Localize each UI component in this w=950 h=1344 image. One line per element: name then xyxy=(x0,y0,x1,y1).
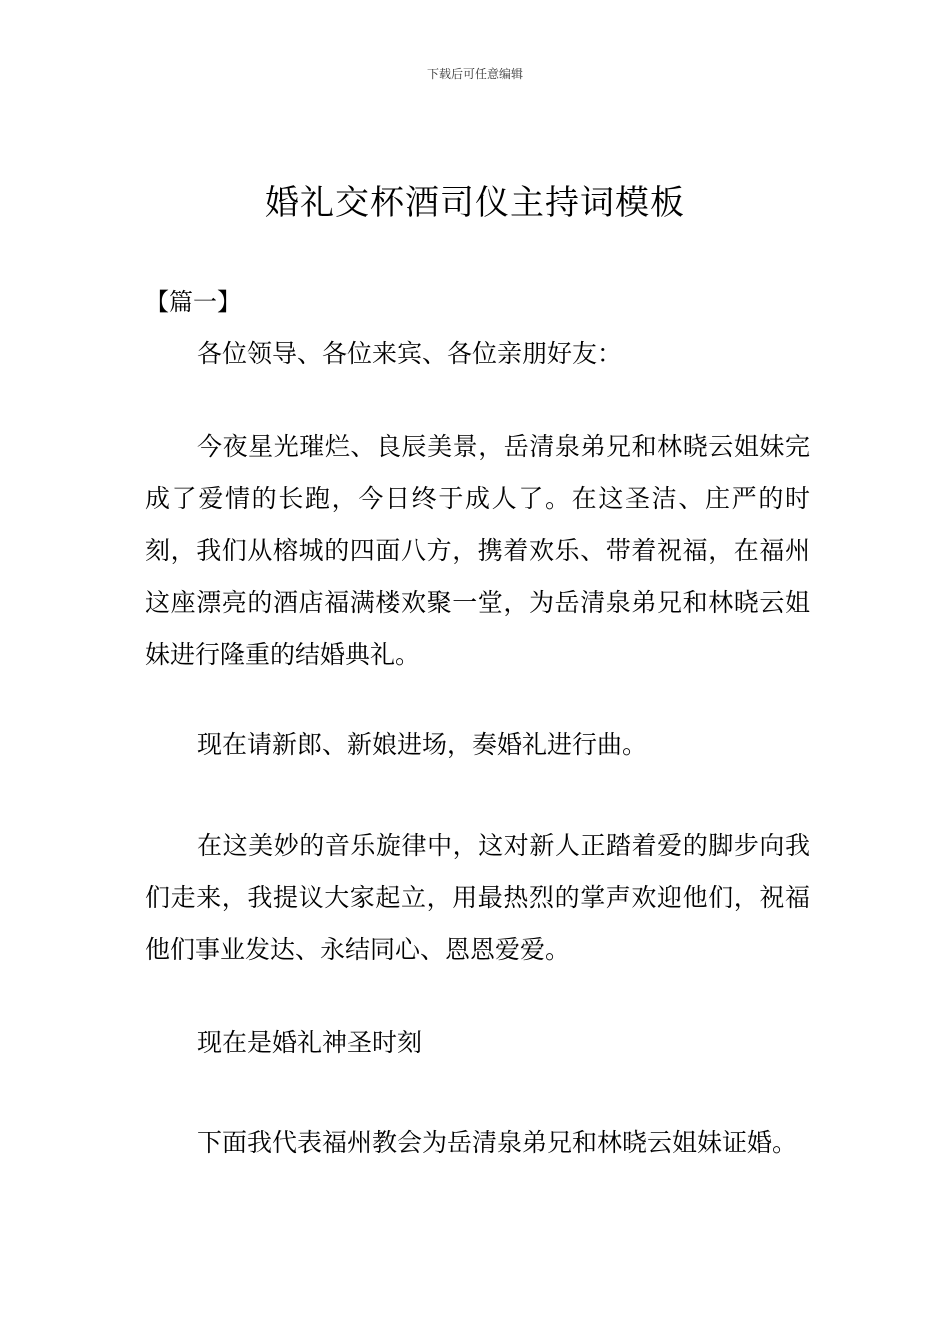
section-label: 【篇一】 xyxy=(145,288,241,316)
paragraph-opening: 今夜星光璀烂、良辰美景，岳清泉弟兄和林晓云姐妹完成了爱情的长跑，今日终于成人了。在这圣洁、庄严的时刻，我们从榕城的四面八方，携着欢乐、带着祝福，在福州这座漂亮的酒店福满楼欢聚一堂，为岳清泉弟兄和林晓云姐妹进行隆重的结婚典礼。 xyxy=(145,432,810,669)
header-note: 下载后可任意编辑 xyxy=(426,67,523,81)
paragraph-entrance: 现在请新郎、新娘进场，奏婚礼进行曲。 xyxy=(197,730,648,759)
paragraph-greeting: 各位领导、各位来宾、各位亲朋好友： xyxy=(197,339,623,368)
document-title: 婚礼交杯酒司仪主持词模板 xyxy=(265,183,685,223)
paragraph-sacred-moment: 现在是婚礼神圣时刻 xyxy=(197,1028,423,1057)
paragraph-welcome: 在这美妙的音乐旋律中，这对新人正踏着爱的脚步向我们走来，我提议大家起立，用最热烈的掌声欢迎他们，祝福他们事业发达、永结同心、恩恩爱爱。 xyxy=(145,831,810,964)
paragraph-witness: 下面我代表福州教会为岳清泉弟兄和林晓云姐妹证婚。 xyxy=(197,1128,798,1157)
